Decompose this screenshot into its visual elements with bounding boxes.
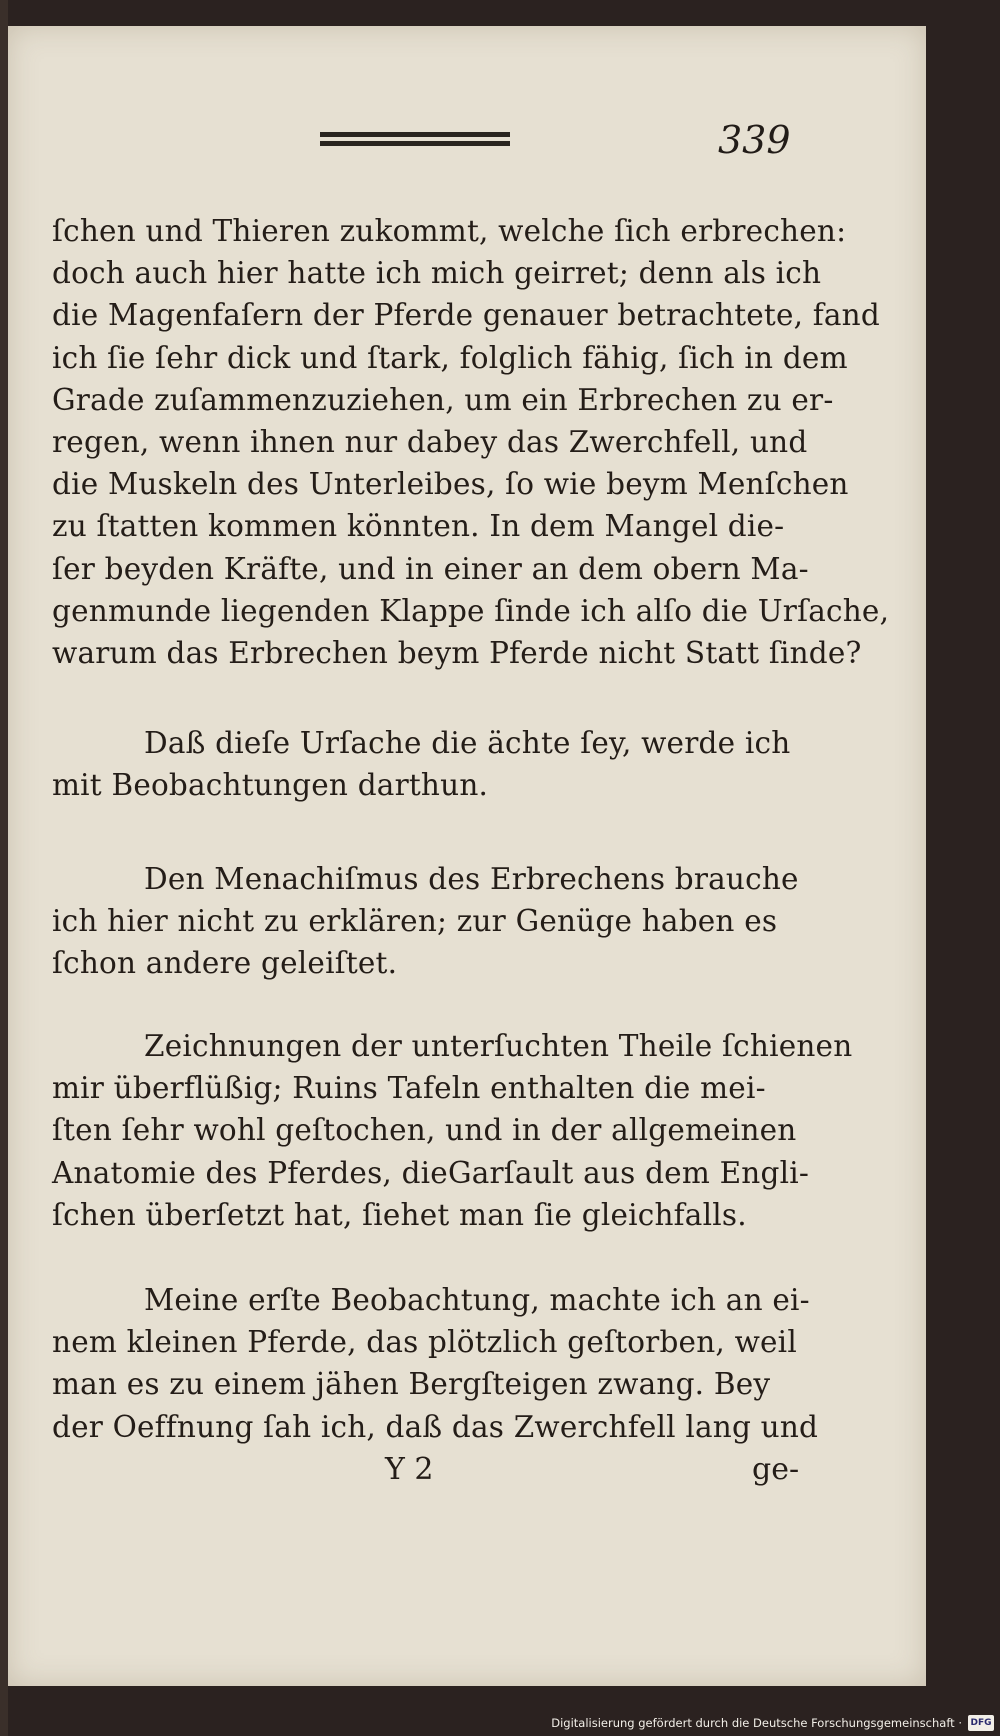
text-line: genmunde liegenden Klappe ſinde ich alſo die Urſache,	[52, 593, 890, 628]
text-line: mir überflüßig; Ruins Tafeln enthalten die mei-	[52, 1071, 766, 1106]
header-rule	[320, 132, 510, 150]
paragraph-3	[52, 858, 799, 985]
text-line: ſten ſehr wohl geſtochen, und in der allgemeinen	[52, 1113, 797, 1148]
text-line: doch auch hier hatte ich mich geirret; denn als ich	[52, 256, 822, 291]
text-line: Daß dieſe Urſache die ächte ſey, werde ich	[144, 726, 791, 760]
text-line: der Oeffnung ſah ich, daß das Zwerchfell lang und	[52, 1409, 819, 1444]
text-line: man es zu einem jähen Bergſteigen zwang. Bey	[52, 1367, 771, 1402]
text-line: ich ſie ſehr dick und ſtark, folglich fähig, ſich in dem	[52, 340, 848, 375]
text-line: regen, wenn ihnen nur dabey das Zwerchfell, und	[52, 425, 808, 460]
text-line: Anatomie des Pferdes, dieGarſault aus dem Engli-	[52, 1155, 810, 1190]
digitization-credit	[551, 1712, 994, 1734]
book-spine-edge	[0, 0, 8, 1736]
paragraph-4	[52, 1025, 853, 1236]
text-line: die Muskeln des Unterleibes, ſo wie beym Menſchen	[52, 467, 849, 502]
text-line: die Magenfaſern der Pferde genauer betrachtete, fand	[52, 298, 880, 333]
text-line: Grade zuſammenzuziehen, um ein Erbrechen zu er-	[52, 382, 834, 417]
catchword: ge-	[752, 1452, 800, 1487]
text-line: mit Beobachtungen darthun.	[52, 768, 489, 803]
text-line: Zeichnungen der unterſuchten Theile ſchienen	[144, 1029, 853, 1063]
text-line: nem kleinen Pferde, das plötzlich geſtorben, weil	[52, 1325, 797, 1360]
page-number: 339	[718, 118, 791, 162]
paragraph-2	[52, 722, 794, 806]
text-line: zu ſtatten kommen könnten. In dem Mangel die-	[52, 509, 785, 544]
text-line: ſchon andere geleiſtet.	[52, 946, 398, 981]
signature-mark: Y 2	[385, 1452, 434, 1487]
text-line: Den Menachiſmus des Erbrechens brauche	[144, 862, 799, 896]
footer-text: Digitalisierung gefördert durch die Deutsche Forschungsgemeinschaft ·	[551, 1716, 962, 1730]
text-line: ſchen überſetzt hat, ſiehet man ſie gleichfalls.	[52, 1197, 747, 1232]
text-line: Meine erſte Beobachtung, machte ich an ei-	[144, 1283, 810, 1317]
text-line: ſer beyden Kräfte, und in einer an dem obern Ma-	[52, 551, 809, 586]
paragraph-5	[52, 1279, 819, 1448]
text-line: ich hier nicht zu erklären; zur Genüge haben es	[52, 904, 778, 939]
paragraph-1	[52, 210, 890, 674]
text-line: warum das Erbrechen beym Pferde nicht Statt ſinde?	[52, 636, 862, 671]
dfg-logo-icon: DFG	[968, 1715, 994, 1731]
text-line: ſchen und Thieren zukommt, welche ſich erbrechen:	[52, 214, 847, 248]
